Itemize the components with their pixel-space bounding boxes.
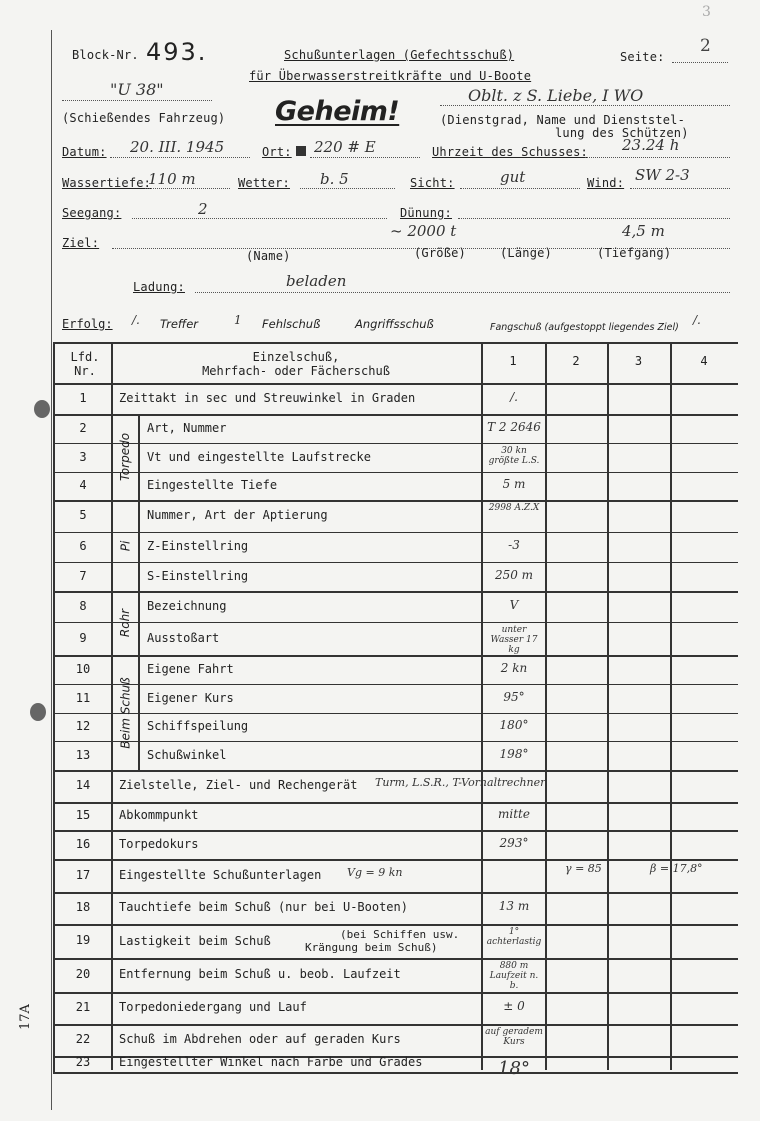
row-number: 9 xyxy=(79,630,87,645)
page-number: 2 xyxy=(700,36,711,56)
vessel-value: "U 38" xyxy=(110,80,164,99)
target-draft-value: 4,5 m xyxy=(622,222,665,240)
group-label-pi: Pi xyxy=(117,540,132,551)
group-divider xyxy=(111,500,139,502)
row-divider xyxy=(55,655,738,657)
visibility-value: gut xyxy=(500,168,526,186)
col-header-3: 3 xyxy=(634,354,643,368)
sea-label: Seegang: xyxy=(62,206,122,220)
row-label: Zielstelle, Ziel- und Rechengerät xyxy=(119,778,358,792)
row-label: Art, Nummer xyxy=(147,420,227,435)
approach-label: Angriffsschuß xyxy=(355,317,434,331)
row-divider xyxy=(55,591,738,593)
time-dots xyxy=(585,157,730,158)
row-label: Entfernung beim Schuß u. beob. Laufzeit xyxy=(119,967,401,981)
row-label: Eingestellte Tiefe xyxy=(147,478,278,492)
col-header-4: 4 xyxy=(700,354,708,368)
depth-value: 110 m xyxy=(148,170,196,188)
hits-value: /. xyxy=(132,313,140,327)
cell-value-col1: /. xyxy=(510,389,518,404)
row-handwritten-note: Vg = 9 kn xyxy=(347,865,403,879)
swell-label: Dünung: xyxy=(400,206,452,220)
row-label: Vt und eingestellte Laufstrecke xyxy=(147,449,371,464)
row-number: 20 xyxy=(75,967,91,981)
group-label-beim-schuss: Beim Schuß xyxy=(118,676,133,749)
hits-label: Treffer xyxy=(160,317,199,331)
row-divider xyxy=(55,892,738,894)
group-label-rohr: Rohr xyxy=(118,608,133,638)
form-subtitle: für Überwasserstreitkräfte und U-Boote xyxy=(249,69,532,83)
row-number: 15 xyxy=(75,808,91,822)
row-handwritten-note: Turm, L.S.R., T-Vorhaltrechner xyxy=(375,776,546,789)
row-number: 22 xyxy=(75,1032,91,1046)
col-header-desc-2: Mehrfach- oder Fächerschuß xyxy=(202,364,390,378)
caption-size: (Größe) xyxy=(414,246,466,260)
cargo-label: Ladung: xyxy=(133,280,185,294)
cargo-value: beladen xyxy=(286,272,347,290)
row-divider xyxy=(55,859,738,861)
target-size-value: ~ 2000 t xyxy=(390,222,457,240)
row-label: S-Einstellring xyxy=(147,568,249,583)
misses-label: Fehlschuß xyxy=(262,317,321,331)
cell-value-col1: 180° xyxy=(499,718,529,732)
col-divider xyxy=(607,344,609,1070)
row-label: Torpedoniedergang und Lauf xyxy=(119,1000,307,1014)
cell-value-col1: 1° achterlastig xyxy=(486,927,542,947)
col-divider xyxy=(481,344,483,1070)
result-label: Erfolg: xyxy=(62,317,113,331)
row-label: Z-Einstellring xyxy=(147,539,249,553)
caption-length: (Länge) xyxy=(500,246,552,260)
row-label: Ausstoßart xyxy=(147,630,220,645)
shooter-dots xyxy=(440,105,730,106)
row-label: Eingestellte Schußunterlagen xyxy=(119,867,322,882)
row-label: Schuß im Abdrehen oder auf geraden Kurs xyxy=(119,1032,401,1046)
firing-table xyxy=(53,342,738,1079)
cell-value-col1: 880 m Laufzeit n. b. xyxy=(489,961,539,991)
row-number: 11 xyxy=(75,690,91,705)
cell-value-col1: mitte xyxy=(498,807,530,821)
row-number: 1 xyxy=(79,390,87,405)
date-value: 20. III. 1945 xyxy=(130,138,225,156)
row-number: 10 xyxy=(75,661,91,676)
wind-value: SW 2-3 xyxy=(635,166,690,184)
row-label: Nummer, Art der Aptierung xyxy=(147,508,328,522)
swell-dots xyxy=(458,218,730,219)
group-divider xyxy=(111,591,139,593)
catch-label: Fangschuß (aufgestoppt liegendes Ziel) xyxy=(490,322,679,333)
cell-value-col1: 2998 A.Z.X xyxy=(488,503,540,513)
cell-value-col1: 2 kn xyxy=(500,660,528,675)
row-divider xyxy=(55,830,738,832)
row-divider xyxy=(55,741,738,742)
row-number: 14 xyxy=(75,778,91,792)
row-divider xyxy=(55,562,738,563)
cell-value-col1: 198° xyxy=(499,746,529,761)
wind-label: Wind: xyxy=(587,176,625,190)
page-dots xyxy=(672,62,728,63)
cell-value-col1: 250 m xyxy=(494,567,534,582)
row-divider xyxy=(55,622,738,623)
row-number: 12 xyxy=(75,719,91,733)
place-label: Ort: xyxy=(262,145,292,159)
weather-dots xyxy=(300,188,395,189)
form-title: Schußunterlagen (Gefechtsschuß) xyxy=(284,48,515,62)
row-label-note: Krängung beim Schuß) xyxy=(305,941,438,954)
row-divider xyxy=(55,472,738,473)
row-label: Bezeichnung xyxy=(147,598,227,613)
row-label: Torpedokurs xyxy=(119,836,199,851)
row-divider xyxy=(55,924,738,926)
row-handwritten-note: γ = 85 xyxy=(565,861,602,875)
cell-value-col1: ± 0 xyxy=(503,999,525,1013)
vessel-caption: (Schießendes Fahrzeug) xyxy=(62,111,226,125)
row-label: Eigener Kurs xyxy=(147,690,234,705)
caption-name: (Name) xyxy=(246,249,291,263)
date-dots xyxy=(110,157,250,158)
row-divider xyxy=(55,684,738,685)
row-divider xyxy=(55,532,738,533)
row-divider xyxy=(55,383,738,385)
cell-value-col1: 5 m xyxy=(502,477,526,491)
shooter-caption-1: (Dienstgrad, Name und Dienststel- xyxy=(440,113,686,127)
col-header-desc-1: Einzelschuß, xyxy=(252,350,340,364)
chart-square-icon xyxy=(296,146,306,156)
cell-value-col1: V xyxy=(509,597,519,612)
cell-value-col1: T 2 2646 xyxy=(487,419,541,434)
col-header-2: 2 xyxy=(572,354,580,368)
misses-value: 1 xyxy=(234,313,242,327)
row-number: 21 xyxy=(75,1000,91,1014)
row-number: 8 xyxy=(79,598,87,613)
row-label: Lastigkeit beim Schuß xyxy=(119,934,271,948)
row-divider xyxy=(55,802,738,804)
col-header-no: Lfd. Nr. xyxy=(70,350,100,378)
row-label-note: (bei Schiffen usw. xyxy=(340,928,460,941)
target-label: Ziel: xyxy=(62,236,100,250)
row-number: 17 xyxy=(75,867,91,882)
weather-label: Wetter: xyxy=(238,176,290,190)
cell-value-col1: unter Wasser 17 kg xyxy=(490,625,538,655)
place-value: 220 # E xyxy=(314,138,376,156)
wind-dots xyxy=(630,188,730,189)
cell-value-col1: 293° xyxy=(499,835,529,850)
catch-value: /. xyxy=(693,313,701,327)
visibility-dots xyxy=(460,188,580,189)
cell-value-col1: 13 m xyxy=(498,899,530,913)
page-label: Seite: xyxy=(620,50,665,64)
sea-value: 2 xyxy=(198,200,208,218)
col-divider xyxy=(670,344,672,1070)
weather-value: b. 5 xyxy=(320,170,349,188)
row-divider xyxy=(55,770,738,772)
row-number: 23 xyxy=(75,1055,91,1069)
cell-value-col1: 95° xyxy=(503,689,525,704)
corner-mark: 3 xyxy=(702,4,711,20)
punch-hole xyxy=(30,703,46,721)
cell-value-col1: -3 xyxy=(508,538,520,552)
col-divider xyxy=(545,344,547,1070)
row-number: 5 xyxy=(79,508,87,522)
cell-value-col1: 30 kn größte L.S. xyxy=(488,446,540,466)
row-label: Eigene Fahrt xyxy=(147,661,234,676)
row-number: 16 xyxy=(75,836,91,851)
row-label: Eingestellter Winkel nach Farbe und Grades xyxy=(119,1055,423,1069)
row-divider xyxy=(55,992,738,994)
cell-value-col1: 18° xyxy=(498,1058,530,1079)
row-divider xyxy=(55,1024,738,1026)
col-divider xyxy=(111,344,113,1070)
place-dots xyxy=(310,157,420,158)
vessel-dots xyxy=(62,100,212,101)
row-number: 19 xyxy=(75,933,91,947)
shooter-caption-2: lung des Schützen) xyxy=(555,126,689,140)
row-number: 3 xyxy=(79,449,87,464)
row-label: Schußwinkel xyxy=(147,747,227,762)
row-divider xyxy=(55,443,738,444)
row-divider xyxy=(55,414,738,416)
caption-draft: (Tiefgang) xyxy=(597,246,672,260)
group-label-torpedo: Torpedo xyxy=(118,432,133,482)
row-number: 4 xyxy=(79,478,87,492)
row-number: 13 xyxy=(75,747,91,762)
row-label: Abkommpunkt xyxy=(119,808,199,822)
side-code: 17A xyxy=(18,1004,33,1030)
cargo-dots xyxy=(195,292,730,293)
margin-line xyxy=(51,30,52,1110)
row-number: 18 xyxy=(75,900,91,914)
depth-dots xyxy=(145,188,230,189)
block-label: Block-Nr. xyxy=(72,48,139,62)
group-divider xyxy=(111,655,139,657)
punch-hole xyxy=(34,400,50,418)
row-handwritten-note: β = 17,8° xyxy=(650,861,703,875)
shooter-value: Oblt. z S. Liebe, I WO xyxy=(468,86,644,105)
visibility-label: Sicht: xyxy=(410,176,455,190)
row-label: Schiffspeilung xyxy=(147,719,249,733)
depth-label: Wassertiefe: xyxy=(62,176,152,190)
row-number: 6 xyxy=(79,539,87,553)
classification-stamp: Geheim! xyxy=(275,96,400,127)
row-divider xyxy=(55,500,738,502)
col-header-1: 1 xyxy=(509,354,517,368)
row-divider xyxy=(55,713,738,714)
row-label: Zeittakt in sec und Streuwinkel in Graden xyxy=(119,390,416,405)
row-number: 7 xyxy=(79,568,87,583)
sea-dots xyxy=(132,218,387,219)
row-label: Tauchtiefe beim Schuß (nur bei U-Booten) xyxy=(119,900,408,914)
block-number: 493. xyxy=(146,38,208,66)
cell-value-col1: auf geradem Kurs xyxy=(485,1027,543,1047)
row-divider xyxy=(55,958,738,960)
time-label: Uhrzeit des Schusses: xyxy=(432,145,588,159)
date-label: Datum: xyxy=(62,145,107,159)
row-number: 2 xyxy=(79,420,87,435)
time-value: 23.24 h xyxy=(622,136,680,154)
